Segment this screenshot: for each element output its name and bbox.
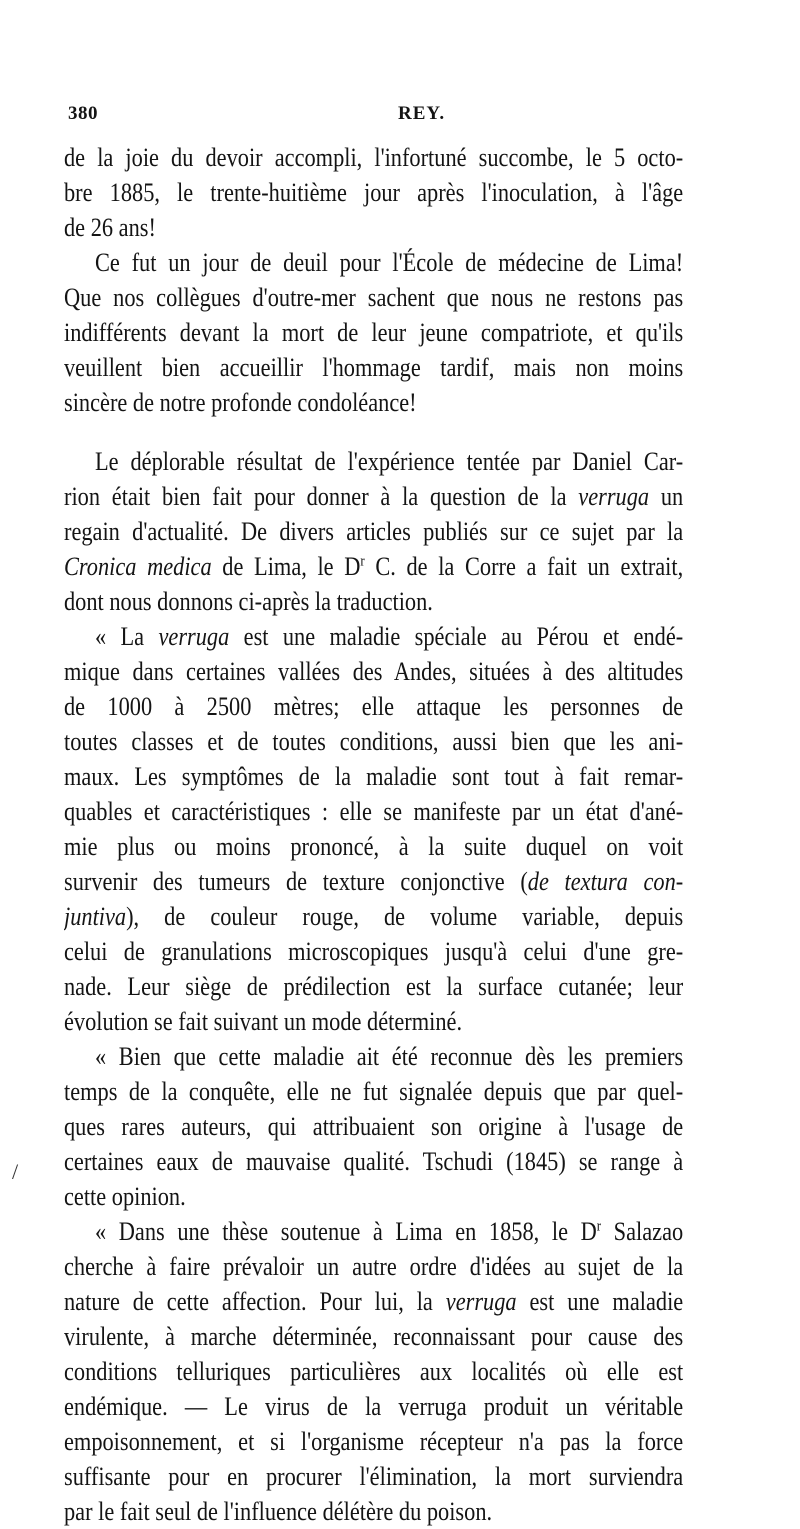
text-line: cette opinion.: [64, 1182, 186, 1211]
text-line: « La verruga est une maladie spéciale au Pérou et endé-: [94, 622, 684, 651]
text-line: empoisonnement, et si l'organisme récepteur n'a pas la force: [64, 1427, 684, 1456]
italic-term: de textura con-: [527, 867, 684, 896]
text-line: celui de granulations microscopiques jusqu'à celui d'une gre-: [64, 937, 684, 966]
text-line: Le déplorable résultat de l'expérience tentée par Daniel Car-: [94, 447, 684, 476]
text-line: quables et caractéristiques : elle se manifeste par un état d'ané-: [64, 797, 684, 826]
text-line: par le fait seul de l'influence délétère du poison.: [64, 1497, 493, 1526]
text-line: sincère de notre profonde condoléance!: [64, 388, 417, 417]
text-line: temps de la conquête, elle ne fut signalée depuis que par quel-: [64, 1077, 684, 1106]
text-line: cherche à faire prévaloir un autre ordre d'idées au sujet de la: [64, 1252, 684, 1281]
text-line: « Dans une thèse soutenue à Lima en 1858, le $D^r$ Salazao: [94, 1217, 684, 1246]
page-header: [68, 103, 778, 131]
text-line: de 26 ans!: [64, 213, 156, 242]
text-line: virulente, à marche déterminée, reconnaissant pour cause des: [64, 1322, 684, 1351]
text-line: nature de cette affection. Pour lui, la verruga est une maladie: [64, 1287, 684, 1316]
text-line: mie plus ou moins prononcé, à la suite duquel on voit: [64, 832, 684, 861]
italic-term: verruga: [158, 622, 230, 651]
page-number: 380: [68, 103, 98, 124]
text-line: bre 1885, le trente-huitième jour après l'inoculation, à l'âge: [64, 178, 684, 207]
text-line: ques rares auteurs, qui attribuaient son origine à l'usage de: [64, 1112, 684, 1141]
text-line: juntiva), de couleur rouge, de volume variable, depuis: [64, 902, 684, 931]
text-line: conditions telluriques particulières aux localités où elle est: [64, 1357, 684, 1386]
text-line: suffisante pour en procurer l'élimination, la mort surviendra: [64, 1462, 684, 1491]
text-line: de 1000 à 2500 mètres; elle attaque les personnes de: [64, 692, 684, 721]
text-line: Cronica medica de Lima, le $D^r$ C. de la Corre a fait un extrait,: [64, 552, 684, 581]
text-line: Ce fut un jour de deuil pour l'École de médecine de Lima!: [94, 248, 684, 277]
text-line: veuillent bien accueillir l'hommage tardif, mais non moins: [64, 353, 684, 382]
text-line: Que nos collègues d'outre-mer sachent que nous ne restons pas: [64, 283, 684, 312]
text-line: évolution se fait suivant un mode déterminé.: [64, 1007, 463, 1036]
text-line: certaines eaux de mauvaise qualité. Tschudi (1845) se range à: [64, 1147, 684, 1176]
body-text: [64, 140, 683, 1529]
text-line: nade. Leur siège de prédilection est la surface cutanée; leur: [64, 972, 684, 1001]
text-line: mique dans certaines vallées des Andes, situées à des altitudes: [64, 657, 684, 686]
text-line: rion était bien fait pour donner à la question de la verruga un: [64, 482, 684, 511]
italic-term: juntiva: [64, 902, 127, 931]
text-line: survenir des tumeurs de texture conjonctive (de textura con-: [64, 867, 684, 896]
margin-mark: /: [12, 1159, 19, 1184]
italic-term: Cronica medica: [64, 552, 212, 581]
italic-term: verruga: [578, 482, 650, 511]
text-line: « Bien que cette maladie ait été reconnue dès les premiers: [94, 1042, 684, 1071]
text-line: dont nous donnons ci-après la traduction.: [64, 587, 433, 616]
text-line: indifférents devant la mort de leur jeune compatriote, et qu'ils: [64, 318, 684, 347]
text-line: maux. Les symptômes de la maladie sont tout à fait remar-: [64, 762, 684, 791]
text-line: de la joie du devoir accompli, l'infortuné succombe, le 5 octo-: [64, 143, 684, 172]
text-line: regain d'actualité. De divers articles publiés sur ce sujet par la: [64, 517, 684, 546]
running-head: REY.: [398, 103, 446, 124]
text-line: endémique. — Le virus de la verruga produit un véritable: [64, 1392, 684, 1421]
italic-term: verruga: [445, 1287, 517, 1316]
text-line: toutes classes et de toutes conditions, aussi bien que les ani-: [64, 727, 684, 756]
